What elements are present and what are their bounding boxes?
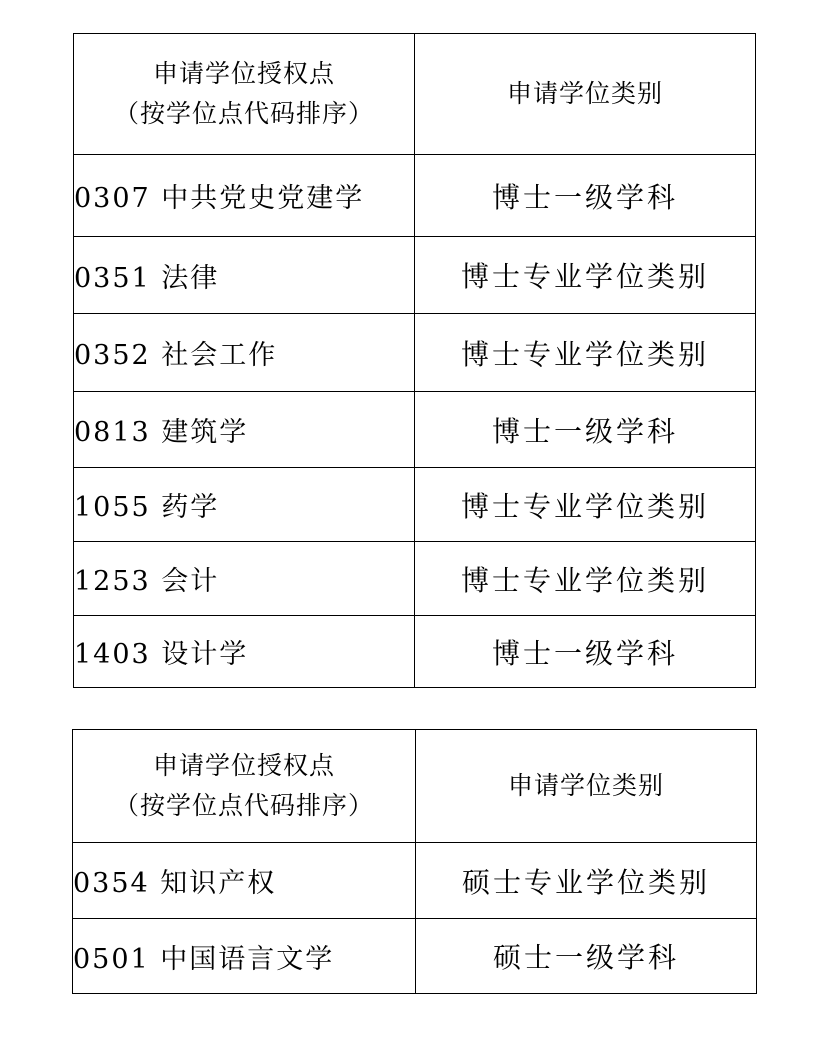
table-header-row	[73, 730, 757, 843]
degree-category-cell: 博士专业学位类别	[415, 468, 756, 542]
table-row	[74, 542, 756, 616]
table-row	[74, 155, 756, 237]
degree-category-cell: 博士专业学位类别	[415, 314, 756, 392]
authorization-point-cell: 1055 药学	[74, 468, 415, 542]
degree-category-cell: 博士一级学科	[415, 392, 756, 468]
master-degree-table	[72, 729, 757, 994]
header-subtitle: （按学位点代码排序）	[113, 99, 374, 128]
degree-category-cell: 博士专业学位类别	[415, 237, 756, 314]
header-degree-category: 申请学位类别	[415, 34, 756, 155]
table-row	[74, 314, 756, 392]
table-row	[73, 843, 757, 919]
header-title: 申请学位授权点	[152, 751, 335, 780]
table-row	[74, 237, 756, 314]
degree-category-cell: 硕士专业学位类别	[416, 843, 757, 919]
header-authorization-point	[74, 34, 415, 155]
authorization-point-cell: 1253 会计	[74, 542, 415, 616]
table-header-row	[74, 34, 756, 155]
authorization-point-cell: 0501 中国语言文学	[73, 919, 416, 994]
authorization-point-cell: 0352 社会工作	[74, 314, 415, 392]
table-row	[73, 919, 757, 994]
degree-category-cell: 硕士一级学科	[416, 919, 757, 994]
degree-category-cell: 博士专业学位类别	[415, 542, 756, 616]
doctoral-degree-table	[73, 33, 756, 688]
authorization-point-cell: 0354 知识产权	[73, 843, 416, 919]
header-degree-category: 申请学位类别	[416, 730, 757, 843]
authorization-point-cell: 0307 中共党史党建学	[74, 155, 415, 237]
header-subtitle: （按学位点代码排序）	[113, 791, 374, 820]
authorization-point-cell: 1403 设计学	[74, 616, 415, 688]
table-row	[74, 616, 756, 688]
header-title: 申请学位授权点	[152, 59, 335, 88]
header-authorization-point	[73, 730, 416, 843]
table-row	[74, 392, 756, 468]
authorization-point-cell: 0813 建筑学	[74, 392, 415, 468]
table-row	[74, 468, 756, 542]
authorization-point-cell: 0351 法律	[74, 237, 415, 314]
degree-category-cell: 博士一级学科	[415, 616, 756, 688]
degree-category-cell: 博士一级学科	[415, 155, 756, 237]
